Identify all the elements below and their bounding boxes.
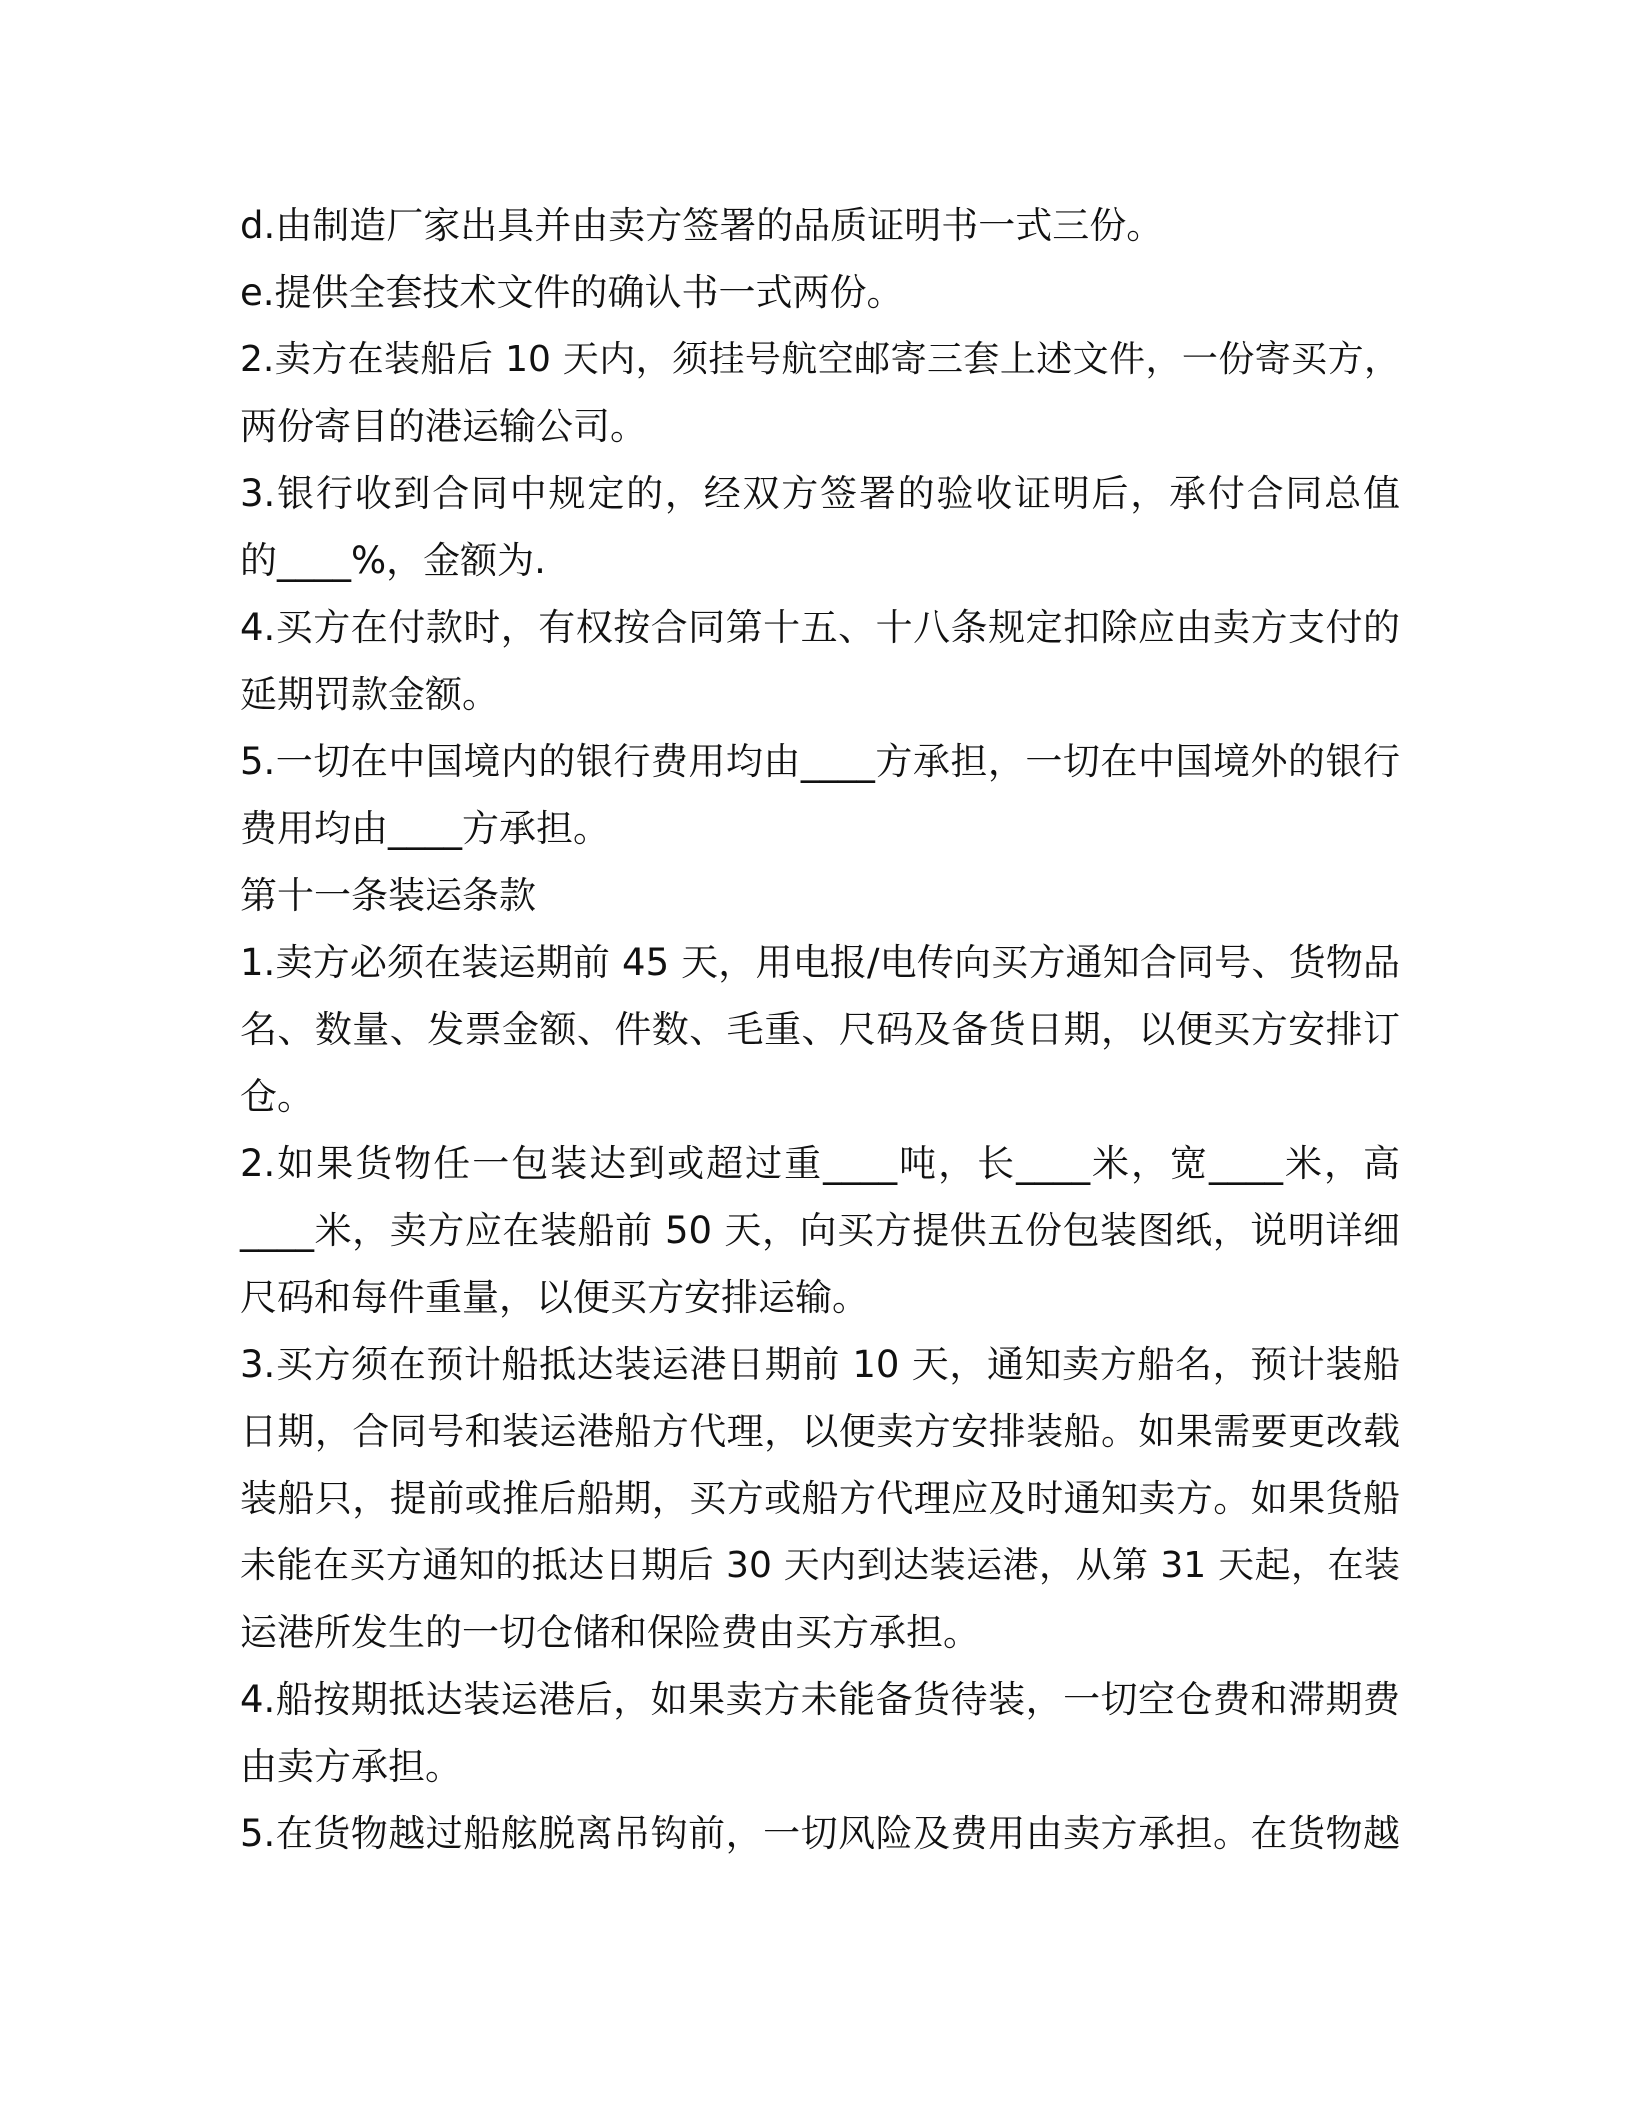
text-line: 仓。: [240, 1075, 314, 1118]
text-line: 名、数量、发票金额、件数、毛重、尺码及备货日期，以便买方安排订: [240, 1008, 1400, 1051]
text-line: 4.船按期抵达装运港后，如果卖方未能备货待装，一切空仓费和滞期费: [240, 1678, 1400, 1721]
text-line: 两份寄目的港运输公司。: [240, 405, 647, 448]
text-line: 由卖方承担。: [240, 1745, 462, 1788]
text-line: 尺码和每件重量，以便买方安排运输。: [240, 1276, 869, 1319]
text-line: 的____%，金额为.: [240, 539, 546, 582]
text-line: 运港所发生的一切仓储和保险费由买方承担。: [240, 1611, 980, 1654]
text-line: 未能在买方通知的抵达日期后 30 天内到达装运港，从第 31 天起，在装: [240, 1545, 1400, 1586]
text-line: 装船只，提前或推后船期，买方或船方代理应及时通知卖方。如果货船: [240, 1477, 1400, 1520]
text-line: 延期罚款金额。: [240, 673, 499, 716]
section-heading: 第十一条装运条款: [240, 874, 536, 917]
text-line: 2.如果货物任一包装达到或超过重____吨，长____米，宽____米，高: [240, 1142, 1400, 1185]
text-line: 3.买方须在预计船抵达装运港日期前 10 天，通知卖方船名，预计装船: [240, 1343, 1400, 1386]
text-line: 2.卖方在装船后 10 天内，须挂号航空邮寄三套上述文件，一份寄买方，: [240, 339, 1400, 380]
text-line: 3.银行收到合同中规定的，经双方签署的验收证明后，承付合同总值: [240, 472, 1400, 515]
text-line: 日期，合同号和装运港船方代理，以便卖方安排装船。如果需要更改载: [240, 1410, 1400, 1453]
text-line: ____米，卖方应在装船前 50 天，向买方提供五份包装图纸，说明详细: [240, 1209, 1400, 1252]
text-line: 5.在货物越过船舷脱离吊钩前，一切风险及费用由卖方承担。在货物越: [240, 1812, 1400, 1855]
document-body: [240, 192, 1400, 1867]
text-line: d.由制造厂家出具并由卖方签署的品质证明书一式三份。: [240, 204, 1164, 247]
text-line: e.提供全套技术文件的确认书一式两份。: [240, 271, 904, 314]
text-line: 5.一切在中国境内的银行费用均由____方承担，一切在中国境外的银行: [240, 740, 1400, 783]
text-line: 1.卖方必须在装运期前 45 天，用电报/电传向买方通知合同号、货物品: [240, 941, 1400, 984]
text-line: 费用均由____方承担。: [240, 807, 610, 850]
text-line: 4.买方在付款时，有权按合同第十五、十八条规定扣除应由卖方支付的: [240, 606, 1400, 649]
